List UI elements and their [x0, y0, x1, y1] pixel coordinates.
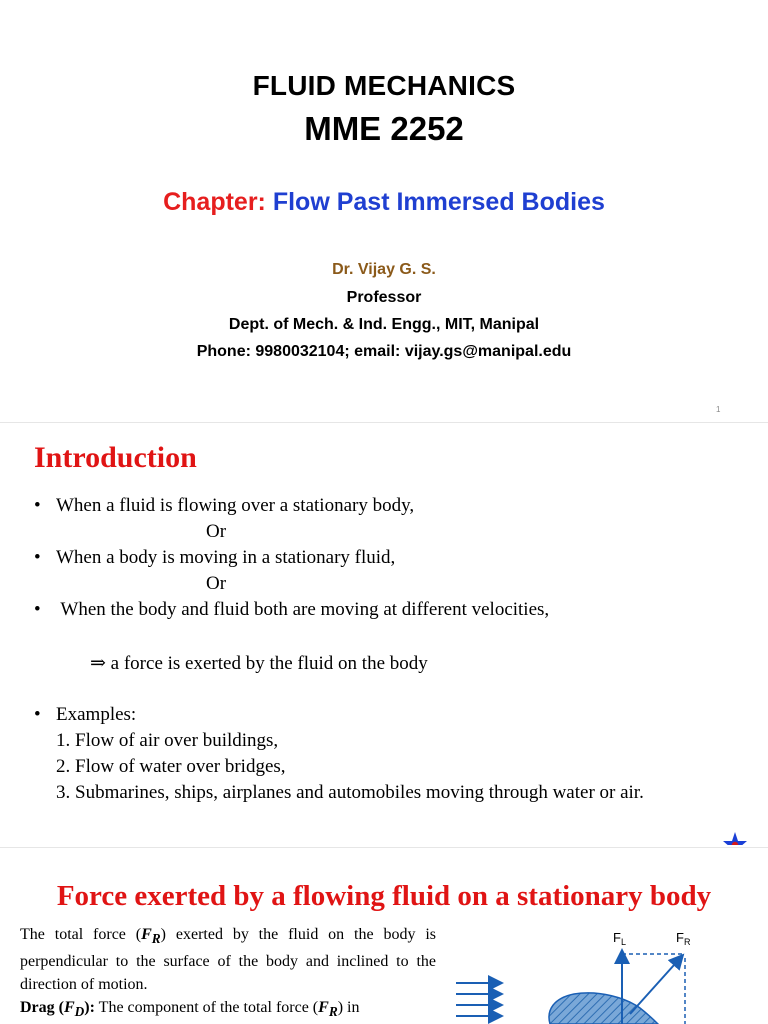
chapter-heading [0, 188, 768, 217]
examples-label: Examples: [56, 704, 137, 725]
immersed-body [549, 993, 658, 1024]
chapter-title: Flow Past Immersed Bodies [272, 188, 605, 216]
force-diagram [450, 928, 768, 1024]
course-title: FLUID MECHANICS [252, 70, 516, 101]
example-item: 1. Flow of air over buildings, [56, 730, 279, 751]
bullet-icon: • [34, 704, 41, 725]
course-code: MME 2252 [304, 110, 464, 147]
total-force-paragraph: The total force $(F_R)$ exerted by the fluid on the body is perpendicular to the surface of the body and inclined to the direction of motion. [20, 926, 437, 994]
slide-divider [0, 847, 768, 848]
implication-line [90, 652, 428, 675]
symbol-fr: F [141, 926, 152, 943]
title-slide [0, 0, 768, 420]
slide-heading: Introduction [34, 441, 197, 474]
bullet-icon: • [34, 599, 41, 620]
star-icon [722, 831, 748, 845]
slide-heading: Force exerted by a flowing fluid on a stationary body [56, 880, 712, 912]
or-separator: Or [206, 573, 227, 594]
svg-text:FL: $F_L$ [613, 930, 626, 947]
example-item: 3. Submarines, ships, airplanes and automobiles moving through water or air. [56, 782, 644, 803]
drag-paragraph: Drag $(F_D)$: The component of the total force $(F_R)$ in [20, 999, 360, 1020]
bullet-item: When a body is moving in a stationary fluid, [56, 547, 396, 568]
flow-arrows [456, 983, 502, 1016]
introduction-slide [0, 425, 768, 845]
chapter-label: Chapter: [163, 188, 266, 216]
page-number: 1 [716, 405, 721, 414]
author-contact: Phone: 9980032104; email: vijay.gs@manipal.edu [196, 343, 572, 360]
implication-text: a force is exerted by the fluid on the body [105, 653, 428, 674]
or-separator: Or [206, 521, 227, 542]
bullet-icon: • [34, 547, 41, 568]
author-department: Dept. of Mech. & Ind. Engg., MIT, Manipal [228, 316, 540, 333]
bullet-item: When a fluid is flowing over a stationary body, [56, 495, 415, 516]
slide-divider [0, 422, 768, 423]
bullet-item: When the body and fluid both are moving at different velocities, [56, 599, 550, 620]
author-name: Dr. Vijay G. S. [332, 261, 436, 278]
example-item: 2. Flow of water over bridges, [56, 756, 286, 777]
svg-text:FR: $F_R$ [676, 930, 691, 947]
force-slide [0, 850, 768, 1024]
bullet-icon: • [34, 495, 41, 516]
implies-icon: ⇒ [90, 653, 106, 674]
author-designation: Professor [346, 289, 422, 306]
